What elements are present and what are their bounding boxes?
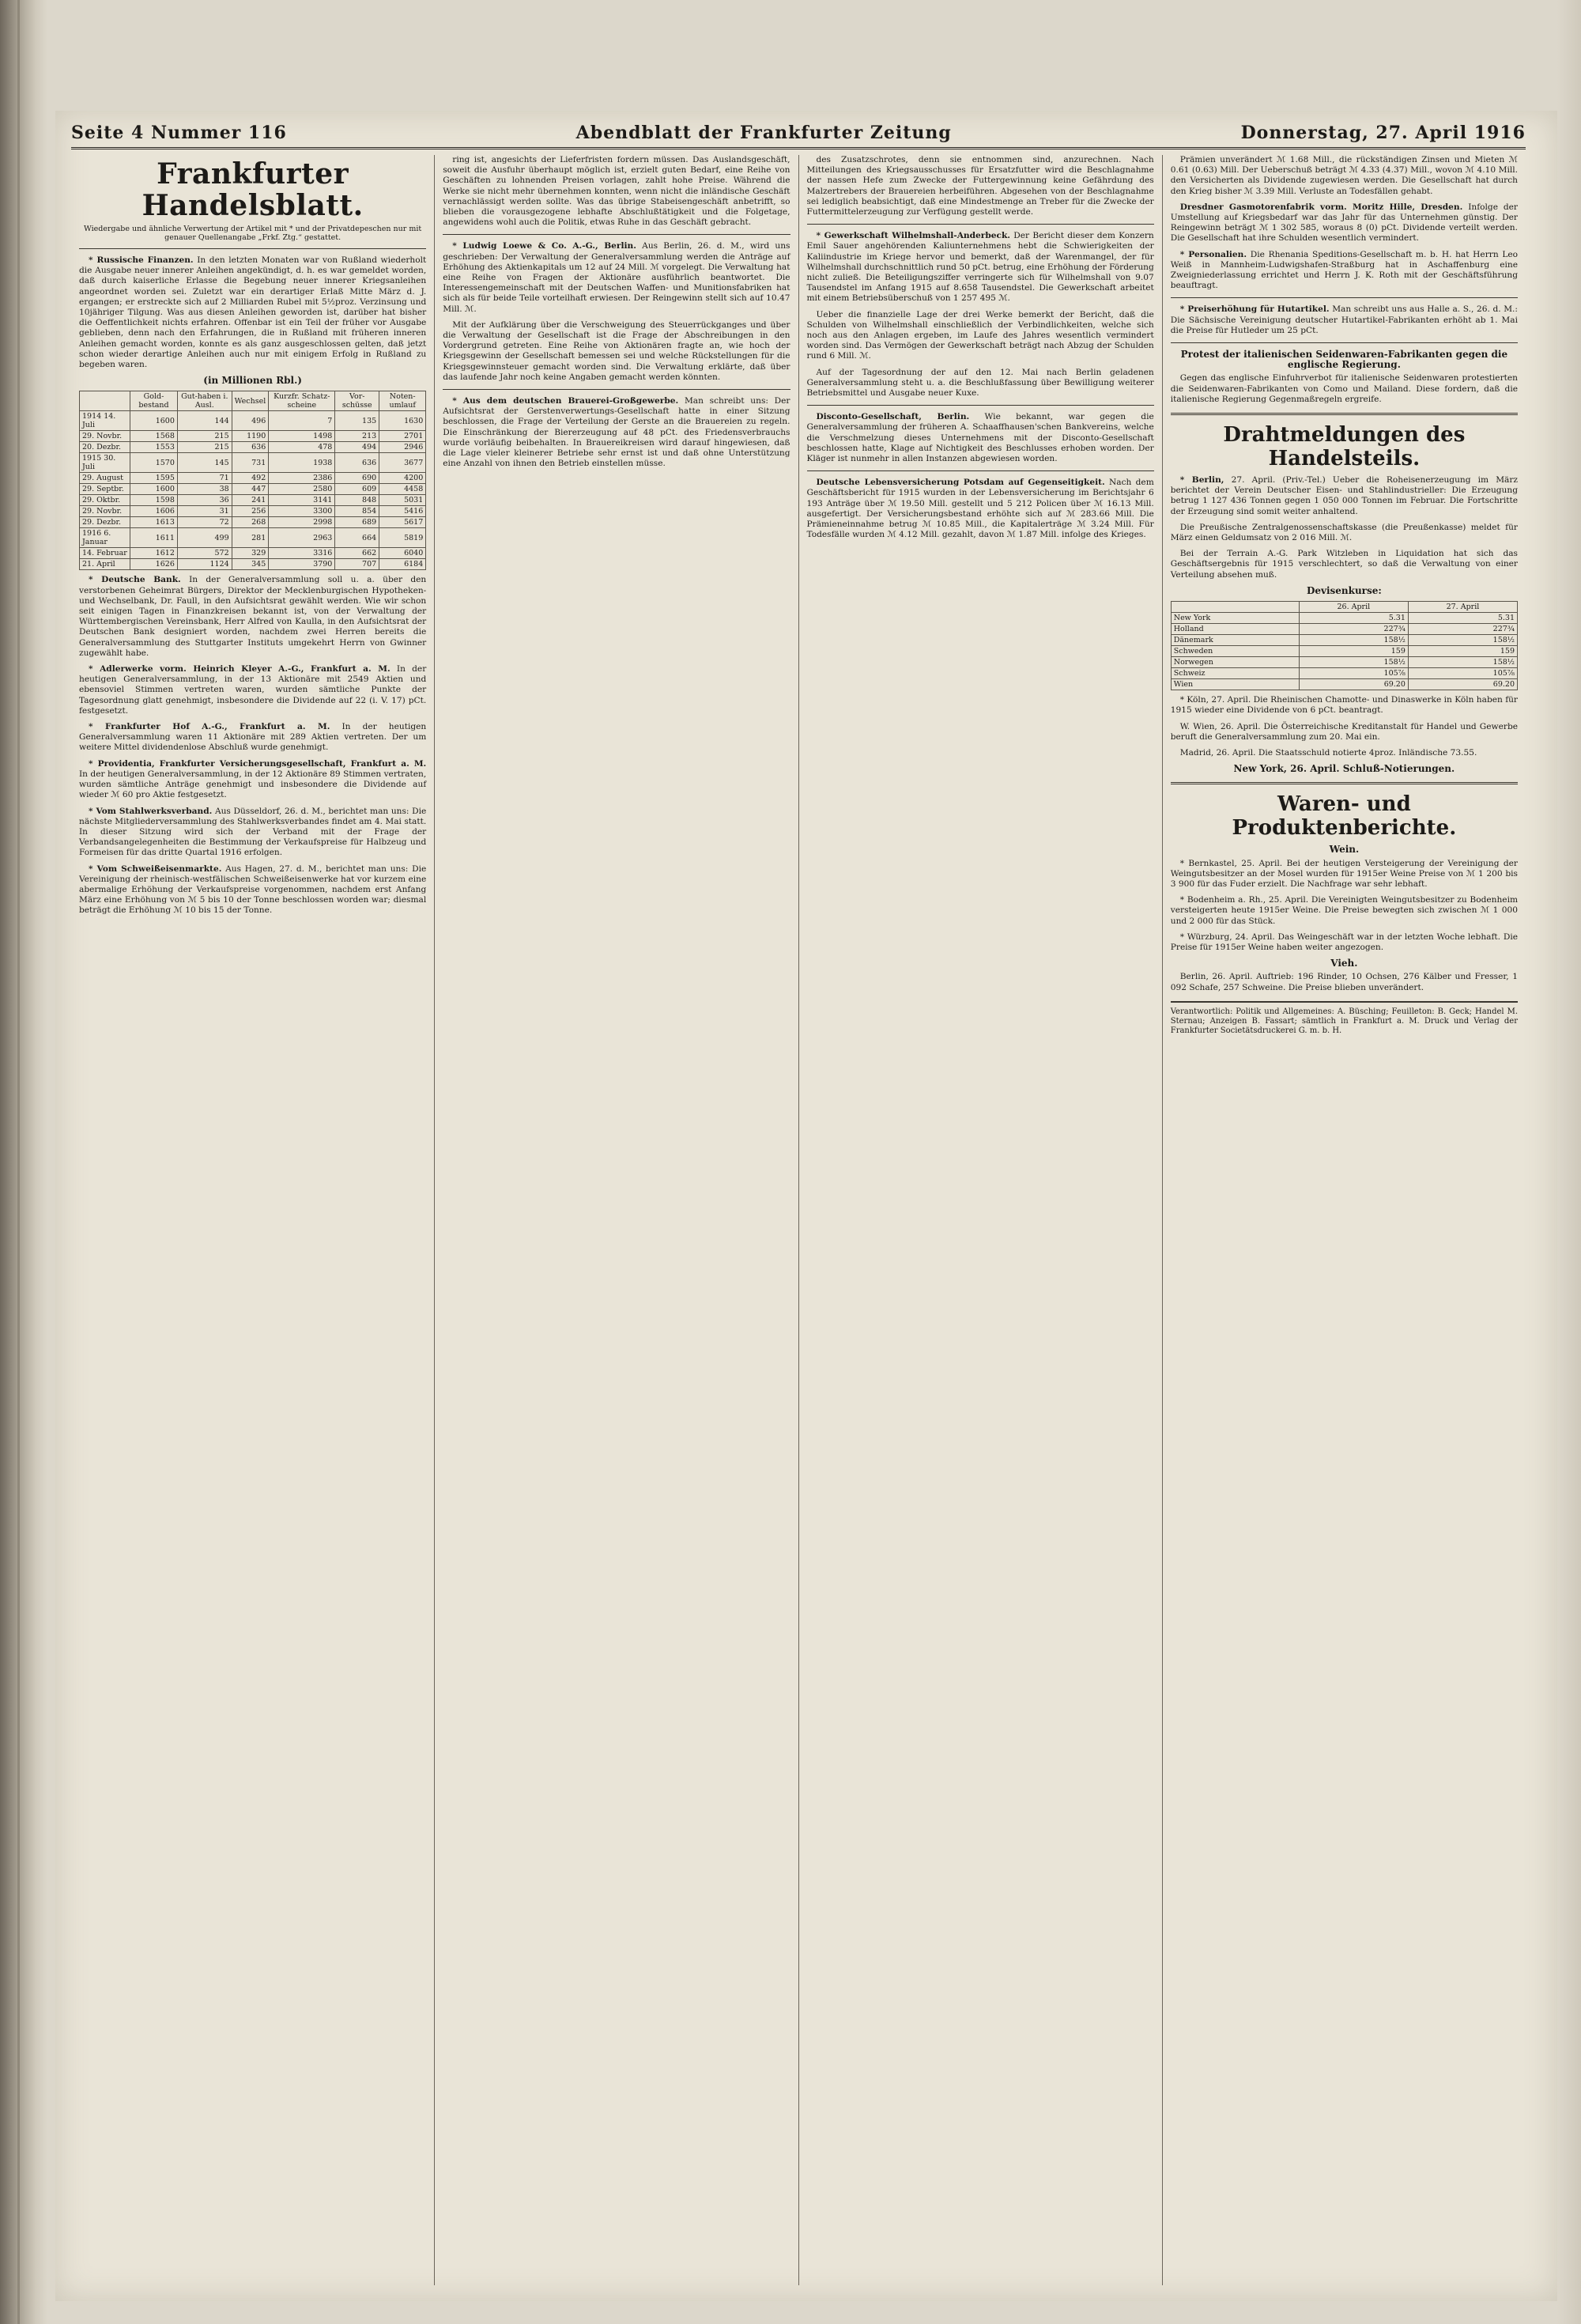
table-cell: 5617 bbox=[379, 517, 426, 528]
article-lead: * Aus dem deutschen Brauerei-Großgewerbe. bbox=[452, 396, 679, 406]
spine-line bbox=[17, 0, 20, 2324]
table-header-cell: Gold-bestand bbox=[130, 391, 178, 411]
wine-bernkastel: * Bernkastel, 25. April. Bei der heutigen Versteigerung der Vereinigung der Weingutsbesitzer an der Mosel wurden für 1915er Weine Preise von ℳ 1 200 bis 3 900 für das Fuder erzielt. Die Nachfrage war sehr lebhaft. bbox=[1170, 858, 1518, 889]
table-cell: 69.20 bbox=[1299, 679, 1408, 690]
table-cell: 256 bbox=[232, 506, 269, 517]
table-cell: 31 bbox=[177, 506, 232, 517]
wire-berlin bbox=[1171, 475, 1518, 517]
table-cell: 499 bbox=[177, 528, 232, 548]
table-row bbox=[1171, 613, 1517, 624]
table-header-cell bbox=[1171, 602, 1299, 613]
article-adlerwerke bbox=[79, 664, 426, 716]
divider bbox=[807, 405, 1154, 406]
article-text: Wie bekannt, war gegen die Generalversammlung der früheren A. Schaaffhausen'schen Bankvereins, welche die Verschmelzung dieses Unternehmens mit der Disconto-Gesellschaft beschlossen hatte, Klage auf Nichtigkeit des Beschlusses erhoben worden. Der Kläger ist nunmehr in allen Instanzen abgewiesen worden. bbox=[806, 412, 1154, 464]
article-lead: Deutsche Lebensversicherung Potsdam auf Gegenseitigkeit. bbox=[816, 478, 1105, 488]
table-header-cell: Kurzfr. Schatz-scheine bbox=[269, 391, 335, 411]
table-cell: 1598 bbox=[130, 495, 178, 506]
newyork-caption: New York, 26. April. Schluß-Notierungen. bbox=[1233, 763, 1455, 775]
article-lead: Disconto-Gesellschaft, Berlin. bbox=[816, 412, 970, 422]
table-cell: 854 bbox=[335, 506, 379, 517]
divider bbox=[79, 248, 426, 249]
handelsblatt-subtitle: Wiedergabe und ähnliche Verwertung der Artikel mit * und der Privatdepeschen nur mit genauer Quellenangabe „Frkf. Ztg.“ gestattet. bbox=[84, 225, 422, 242]
table-cell: 6040 bbox=[379, 548, 426, 559]
table-cell: 71 bbox=[177, 473, 232, 484]
article-text: Der Bericht dieser dem Konzern Emil Sauer angehörenden Kaliunternehmens hebt die Schwierigkeiten der Kaliindustrie im Kriege hervor und bemerkt, daß der Warenmangel, der für Wilhelmshall durchschnittlich rund 50 pCt. betrug, eine Erhöhung der Förderung nicht zuließ. Die Beteiligungsziffer verringerte sich für Wilhelmshall von 9.07 Tausendstel im Anfang 1915 auf 8.658 Tausendstel. Die Gewerkschaft arbeitet mit einem Betriebsüberschuß von 1 257 495 ℳ. bbox=[806, 231, 1154, 304]
table-cell: 1568 bbox=[130, 431, 178, 442]
article-text: In der heutigen Generalversammlung, in der 12 Aktionäre 89 Stimmen vertraten, wurden sämtliche Anträge genehmigt und insbesondere die Dividende auf wieder ℳ 60 pro Aktie festgesetzt. bbox=[79, 769, 427, 800]
wire-koeln: * Köln, 27. April. Die Rheinischen Chamotte- und Dinaswerke in Köln haben für 1915 wieder eine Dividende von 6 pCt. beantragt. bbox=[1170, 695, 1518, 716]
article-agenda: Auf der Tagesordnung der auf den 12. Mai nach Berlin geladenen Generalversammlung steht u. a. die Beschlußfassung über Bewilligung weiterer Betriebsmittel und Ausgabe neuer Kuxe. bbox=[806, 367, 1154, 399]
article-text: In der Generalversammlung soll u. a. über den verstorbenen Geheimrat Bürgers, Direktor der Mecklenburgischen Hypotheken- und Wechselbank, Dr. Faull, in den Aufsichtsrat gewählt werden. Wie wir schon seit einigen Tagen in Finanzkreisen bekannt ist, von der Verwaltung der Württembergischen Vereinsbank, Herr Alfred von Kaulla, in den Aufsichtsrat der Deutschen Bank designiert worden, nachdem zwei Herren bereits die Generalversammlung des Stuttgarter Instituts umgekehrt Herrn von Gwinner zugewählt habe. bbox=[79, 575, 427, 658]
table-cell: 1600 bbox=[130, 411, 178, 431]
wire-witzleben: Bei der Terrain A.-G. Park Witzleben in Liquidation hat sich das Geschäftsergebnis für 1915 verschlechtert, so daß die Verwaltung von einer Verteilung absehen muß. bbox=[1170, 549, 1518, 580]
article-text-2: Mit der Aufklärung über die Verschweigung des Steuerrückganges und über die Verwaltung der Gesellschaft ist die Frage der Abschreibungen in den Vordergrund getreten. Eine Reihe von Aktionären fragte an, wie hoch der Kriegsgewinn der Gesellschaft bemessen sei und welche Rückstellungen für die Kriegsgewinnsteuer gemacht worden sind. Die Verwaltung erklärte, daß über das laufende Jahr noch keine Angaben gemacht werden könnten. bbox=[443, 319, 790, 382]
table-cell: 145 bbox=[177, 453, 232, 473]
article-lead: Dresdner Gasmotorenfabrik vorm. Moritz Hille, Dresden. bbox=[1179, 202, 1463, 212]
table-row bbox=[1171, 657, 1517, 668]
article-disconto bbox=[807, 412, 1154, 464]
article-text: Aus Düsseldorf, 26. d. M., berichtet man uns: Die nächste Mitgliederversammlung des Stahlwerksverbandes findet am 4. Mai statt. In dieser Sitzung wird sich der Verband mit der Frage der Verbandsangelegenheiten die Bestimmung der Verkaufspreise für Halbzeug und Formeisen für das dritte Quartal 1916 erfolgen. bbox=[79, 806, 427, 858]
table-header-cell: Noten-umlauf bbox=[379, 391, 426, 411]
table-row bbox=[80, 411, 426, 431]
article-text: Die Rhenania Speditions-Gesellschaft m. b. H. hat Herrn Leo Weiß in Mannheim-Ludwigshafen-Straßburg hat in Aschaffenburg eine Zweigniederlassung errichtet und Herrn J. K. Roth mit der Geschäftsführung beauftragt. bbox=[1170, 249, 1518, 291]
table-cell: 1595 bbox=[130, 473, 178, 484]
table-cell: 1938 bbox=[269, 453, 335, 473]
table-cell: 1606 bbox=[130, 506, 178, 517]
article-schweisseisen bbox=[79, 864, 426, 916]
table-cell: 158½ bbox=[1408, 635, 1517, 646]
table-cell: 636 bbox=[232, 442, 269, 453]
article-text: Man schreibt uns: Der Aufsichtsrat der Gerstenverwertungs-Gesellschaft hatte in einer Sitzung beschlossen, die Frage der Verteilung der Gerste an die Brauereien zu regeln. Die Einschränkung der Biererzeugung auf 48 pCt. des Friedensverbrauchs wurde vorläufig beibehalten. In Brauereikreisen wird darauf hingewiesen, daß die Lage vieler kleinerer Betriebe sehr ernst ist und daß ohne Unterstützung eine Anzahl von ihnen den Betrieb einstellen müsse. bbox=[443, 396, 790, 469]
table-cell: 3300 bbox=[269, 506, 335, 517]
table-cell: 731 bbox=[232, 453, 269, 473]
table-cell: 1915 30. Juli bbox=[80, 453, 130, 473]
table-row bbox=[80, 517, 426, 528]
table-cell: 135 bbox=[335, 411, 379, 431]
article-wilhelmshall bbox=[807, 231, 1154, 304]
table-cell: 281 bbox=[232, 528, 269, 548]
table-cell: 5416 bbox=[379, 506, 426, 517]
table-cell: 636 bbox=[335, 453, 379, 473]
column-4 bbox=[1163, 155, 1526, 2285]
wein-heading: Wein. bbox=[1329, 844, 1360, 856]
article-lebensversicherung bbox=[807, 478, 1154, 540]
wire-madrid: Madrid, 26. April. Die Staatsschuld notierte 4proz. Inländische 73.55. bbox=[1179, 747, 1477, 758]
table-cell: Wien bbox=[1171, 679, 1299, 690]
article-text: Aus Hagen, 27. d. M., berichtet man uns: Die Vereinigung der rheinisch-westfälischen Schweißeisenwerke hat vor kurzem eine abermalige Erhöhung der Verkaufspreise vorgenommen, nachdem erst Anfang März eine Erhöhung von ℳ 5 bis 10 der Tonne beschlossen worden war; diesmal beträgt die Erhöhung ℳ 10 bis 15 der Tonne. bbox=[79, 863, 427, 916]
divider bbox=[807, 224, 1154, 225]
article-continuation: des Zusatzschrotes, denn sie entnommen sind, anzurechnen. Nach Mitteilungen des Kriegsausschusses für Ersatzfutter wird die Beschlagnahme der nassen Hefe zum Zwecke der Futtergewinnung keine Gefährdung des Malzertrebers der Brauereien herbeiführen. Abgesehen von der Beschlagnahme sei lediglich beabsichtigt, daß eine Mindestmenge an Treber für die Zwecke der Futtermittelerzeugung zur Verfügung gestellt werde. bbox=[806, 155, 1154, 217]
table-cell: 159 bbox=[1408, 646, 1517, 657]
table-cell: Holland bbox=[1171, 624, 1299, 635]
table-row bbox=[80, 506, 426, 517]
table-cell: 268 bbox=[232, 517, 269, 528]
table-cell: Schweiz bbox=[1171, 668, 1299, 679]
article-lead: * Frankfurter Hof A.-G., Frankfurt a. M. bbox=[89, 722, 330, 732]
table-row bbox=[80, 473, 426, 484]
table-cell: 1600 bbox=[130, 484, 178, 495]
table-cell: Dänemark bbox=[1171, 635, 1299, 646]
table-cell: 159 bbox=[1299, 646, 1408, 657]
table-cell: 5.31 bbox=[1299, 613, 1408, 624]
table-cell: 213 bbox=[335, 431, 379, 442]
article-text: In der heutigen Generalversammlung waren 11 Aktionäre mit 289 Aktien vertreten. Der um weitere Mittel dividendenlose Abschluß wurde genehmigt. bbox=[79, 722, 427, 753]
table-cell: 29. Septbr. bbox=[80, 484, 130, 495]
table-cell: 664 bbox=[335, 528, 379, 548]
article-text: In der heutigen Generalversammlung, in der 13 Aktionäre mit 2549 Aktien und ebensoviel Stimmen vertreten waren, wurden sämtliche Punkte der Tagesordnung glatt genehmigt, insbesondere die Dividende auf 22 (i. V. 17) pCt. festgesetzt. bbox=[79, 664, 427, 716]
article-lead: * Russische Finanzen. bbox=[89, 255, 194, 265]
table-cell: Schweden bbox=[1171, 646, 1299, 657]
cattle-berlin: Berlin, 26. April. Auftrieb: 196 Rinder, 10 Ochsen, 276 Kälber und Fresser, 1 092 Schafe, 257 Schweine. Die Preise blieben unverändert. bbox=[1170, 972, 1518, 992]
article-text: Nach dem Geschäftsbericht für 1915 wurden in der Lebensversicherung im Berichtsjahr 6 193 Anträge über ℳ 19.50 Mill. gestellt und 5 212 Policen über ℳ 16.13 Mill. ausgefertigt. Der Versicherungsbestand erhöhte sich auf ℳ 283.66 Mill. Die Prämieneinnahme betrug ℳ 10.85 Mill., die Kapitalerträge ℳ 3.24 Mill. Für Todesfälle wurden ℳ 4.12 Mill. gezahlt, davon ℳ 1.87 Mill. infolge des Krieges. bbox=[806, 478, 1154, 540]
article-lead: * Gewerkschaft Wilhelmshall-Anderbeck. bbox=[816, 231, 1010, 241]
article-text: Man schreibt uns aus Halle a. S., 26. d. M.: Die Sächsische Vereinigung deutscher Hutartikel-Fabrikanten erhöht ab 1. Mai die Preise für Hutleder um 25 pCt. bbox=[1170, 304, 1518, 335]
imprint-footer: Verantwortlich: Politik und Allgemeines: A. Büsching; Feuilleton: B. Geck; Handel M. Sternau; Anzeigen B. Fassart; sämtlich in Frankfurt a. M. Druck und Verlag der Frankfurter Societätsdruckerei G. m. b. H. bbox=[1171, 1001, 1518, 1036]
table-cell: 69.20 bbox=[1408, 679, 1517, 690]
table-cell: 72 bbox=[177, 517, 232, 528]
article-stahlwerksverband bbox=[79, 807, 426, 859]
table-cell: 2701 bbox=[379, 431, 426, 442]
table-cell: 20. Dezbr. bbox=[80, 442, 130, 453]
table-cell: 2580 bbox=[269, 484, 335, 495]
table-cell: 1612 bbox=[130, 548, 178, 559]
table-cell: 1916 6. Januar bbox=[80, 528, 130, 548]
article-dresdner-gasmotoren bbox=[1171, 202, 1518, 244]
divider bbox=[443, 234, 790, 235]
article-lead: * Ludwig Loewe & Co. A.-G., Berlin. bbox=[452, 241, 636, 251]
table-cell: 215 bbox=[177, 431, 232, 442]
article-text: In den letzten Monaten war von Rußland wiederholt die Ausgabe neuer innerer Anleihen angekündigt, d. h. es war gemeldet worden, daß durch kaiserliche Erlasse die Begebung neuer innerer Kriegsanleihen angeordnet worden sei. Zuletzt war ein derartiger Erlaß Mitte März d. J. ergangen; er erstreckte sich auf 2 Milliarden Rubel mit 5½proz. Verzinsung und 10jähriger Tilgung. Was aus diesen Anleihen geworden ist, darüber hat bisher die Oeffentlichkeit nichts erfahren. Offenbar ist ein Teil der früher vor Ausgabe geblieben, denn nach den Erfahrungen, die in Rußland mit früheren inneren Anleihen gemacht worden, konnte es als ganz ausgeschlossen gelten, daß jetzt schon wieder derartige Anleihen auch nur mit einigem Erfolg in Rußland zu begeben waren. bbox=[79, 255, 427, 370]
devisen-table bbox=[1171, 601, 1518, 690]
article-continuation: ring ist, angesichts der Lieferfristen fordern müssen. Das Auslandsgeschäft, soweit die Ausfuhr überhaupt möglich ist, erzielt guten Bedarf, eine Reihe von Geschäften zu lohnenden Preisen vorlagen, zahlt hohe Preise. Während die Werke sie nicht mehr übernehmen konnten, wenn nicht die inländische Geschäft vernachlässigt werden sollte. Was das übrige Stabeisengeschäft anbetrifft, so blieben die vorausgezogene lebhafte Abschlußtätigkeit und die Folgetage, angewidens wohl auch die Politik, etwas Ruhe in das Geschäft gebracht. bbox=[443, 155, 790, 228]
newspaper-page bbox=[55, 111, 1557, 2301]
article-lead: * Preiserhöhung für Hutartikel. bbox=[1179, 304, 1330, 315]
article-hutartikel bbox=[1171, 304, 1518, 336]
table-cell: 5.31 bbox=[1408, 613, 1517, 624]
table-row bbox=[1171, 624, 1517, 635]
issue-date: Donnerstag, 27. April 1916 bbox=[1240, 123, 1526, 143]
table-row bbox=[80, 495, 426, 506]
table-cell: 3790 bbox=[269, 559, 335, 570]
table-cell: 5031 bbox=[379, 495, 426, 506]
table-row bbox=[80, 484, 426, 495]
book-binding bbox=[0, 0, 47, 2324]
article-text: Infolge der Umstellung auf Kriegsbedarf war das Jahr für das Unternehmen günstig. Der Reingewinn beträgt ℳ 1 302 585, woraus 8 (0) pCt. Dividende verteilt werden. Die Gesellschaft hat ihre Schulden wesentlich vermindert. bbox=[1170, 202, 1518, 244]
article-continuation: Prämien unverändert ℳ 1.68 Mill., die rückständigen Zinsen und Mieten ℳ 0.61 (0.63) Mill. Der Ueberschuß beträgt ℳ 4.33 (4.37) Mill., wovon ℳ 4.10 Mill. den Versicherten als Dividende zugewiesen werden. Die Gesellschaft hat durch den Krieg bisher ℳ 3.39 Mill. Verluste an Todesfällen gehabt. bbox=[1170, 155, 1518, 196]
article-lead: * Adlerwerke vorm. Heinrich Kleyer A.-G., Frankfurt a. M. bbox=[89, 664, 391, 675]
table-cell: 478 bbox=[269, 442, 335, 453]
table-cell: 689 bbox=[335, 517, 379, 528]
table-cell: 2386 bbox=[269, 473, 335, 484]
article-frankfurter-hof bbox=[79, 722, 426, 754]
table-header-cell: Vor-schüsse bbox=[335, 391, 379, 411]
article-finance-status: Ueber die finanzielle Lage der drei Werke bemerkt der Bericht, daß die Schulden von Wilhelmshall einschließlich der Verbindlichkeiten, welche sich noch aus den Anlagen ergeben, im Laufe des Jahres wesentlich vermindert worden sind. Das Vermögen der Gewerkschaft beträgt nach Abzug der Schulden rund 6 Mill. ℳ. bbox=[806, 309, 1154, 361]
table-row bbox=[1171, 635, 1517, 646]
article-text: Aus Berlin, 26. d. M., wird uns geschrieben: Der Verwaltung der Generalversammlung werden die Anträge auf Erhöhung des Aktienkapitals um 12 auf 24 Mill. ℳ vorgelegt. Die Verwaltung hat eine Reihe von Fragen der Aktionäre ausführlich beantwortet. Die Interessengemeinschaft mit der Deutschen Waffen- und Munitionsfabriken hat sich als für beide Teile vorteilhaft erwiesen. Der Reingewinn stellt sich auf 10.47 Mill. ℳ. bbox=[443, 241, 790, 314]
article-lead: * Personalien. bbox=[1179, 249, 1247, 259]
table-row bbox=[80, 559, 426, 570]
article-loewe bbox=[443, 241, 790, 314]
table-cell: 29. Novbr. bbox=[80, 506, 130, 517]
russian-bank-table bbox=[79, 391, 426, 570]
table-cell: 227¾ bbox=[1408, 624, 1517, 635]
table-cell: 572 bbox=[177, 548, 232, 559]
column-3 bbox=[799, 155, 1163, 2285]
double-divider bbox=[1171, 782, 1518, 784]
protest-heading: Protest der italienischen Seidenwaren-Fabrikanten gegen die englische Regierung. bbox=[1180, 349, 1508, 371]
wine-bodenheim: * Bodenheim a. Rh., 25. April. Die Vereinigten Weingutsbesitzer zu Bodenheim versteigerten heute 1915er Weine. Die Preise bewegten sich zwischen ℳ 1 000 und 2 000 für das Stück. bbox=[1170, 895, 1518, 926]
table-cell: 2946 bbox=[379, 442, 426, 453]
table-cell: 707 bbox=[335, 559, 379, 570]
divider bbox=[1171, 342, 1518, 343]
table-cell: 848 bbox=[335, 495, 379, 506]
article-personalien bbox=[1171, 250, 1518, 292]
drahtmeldungen-heading: Drahtmeldungen des Handelsteils. bbox=[1223, 423, 1466, 471]
page-number: Seite 4 Nummer 116 bbox=[71, 123, 287, 143]
table-header-cell: 27. April bbox=[1408, 602, 1517, 613]
table-cell: 1630 bbox=[379, 411, 426, 431]
table-cell: 6184 bbox=[379, 559, 426, 570]
table-cell: 144 bbox=[177, 411, 232, 431]
divider bbox=[1171, 297, 1518, 298]
article-lead: * Deutsche Bank. bbox=[89, 575, 181, 585]
article-providentia bbox=[79, 759, 426, 801]
table-row bbox=[80, 528, 426, 548]
table-cell: 105⅞ bbox=[1299, 668, 1408, 679]
table-cell: 1498 bbox=[269, 431, 335, 442]
table-header-cell: Wechsel bbox=[232, 391, 269, 411]
table-header-cell: Gut-haben i. Ausl. bbox=[177, 391, 232, 411]
table-cell: 690 bbox=[335, 473, 379, 484]
table-row bbox=[80, 453, 426, 473]
article-lead: * Vom Stahlwerksverband. bbox=[89, 806, 213, 816]
waren-heading: Waren- und Produktenberichte. bbox=[1232, 792, 1457, 841]
column-2 bbox=[435, 155, 798, 2285]
table-cell: New York bbox=[1171, 613, 1299, 624]
table-cell: 29. Dezbr. bbox=[80, 517, 130, 528]
table-cell: 215 bbox=[177, 442, 232, 453]
table-cell: 1914 14. Juli bbox=[80, 411, 130, 431]
columns bbox=[71, 155, 1526, 2285]
table-cell: 1626 bbox=[130, 559, 178, 570]
table-cell: 29. August bbox=[80, 473, 130, 484]
vieh-heading: Vieh. bbox=[1330, 958, 1358, 969]
table-row bbox=[80, 442, 426, 453]
table-cell: 4200 bbox=[379, 473, 426, 484]
table-header-cell bbox=[80, 391, 130, 411]
table-cell: 492 bbox=[232, 473, 269, 484]
table-cell: Norwegen bbox=[1171, 657, 1299, 668]
masthead bbox=[71, 119, 1526, 149]
table-row bbox=[1171, 646, 1517, 657]
handelsblatt-title: Frankfurter Handelsblatt. bbox=[141, 157, 364, 222]
table-cell: 609 bbox=[335, 484, 379, 495]
article-lead: * Providentia, Frankfurter Versicherungsgesellschaft, Frankfurt a. M. bbox=[89, 758, 427, 769]
article-protest: Gegen das englische Einfuhrverbot für italienische Seidenwaren protestierten die Seidenwaren-Fabrikanten von Como und Mailand. Diese fordern, daß die italienische Regierung Gegenmaßregeln ergreife. bbox=[1170, 373, 1518, 404]
table-cell: 14. Februar bbox=[80, 548, 130, 559]
table-cell: 1611 bbox=[130, 528, 178, 548]
table-cell: 2998 bbox=[269, 517, 335, 528]
divider bbox=[443, 389, 790, 390]
table-cell: 5819 bbox=[379, 528, 426, 548]
devisen-caption: Devisenkurse: bbox=[1306, 584, 1382, 596]
newspaper-title: Abendblatt der Frankfurter Zeitung bbox=[575, 123, 952, 143]
table-cell: 1190 bbox=[232, 431, 269, 442]
table-cell: 227¾ bbox=[1299, 624, 1408, 635]
table-cell: 7 bbox=[269, 411, 335, 431]
wire-wien: W. Wien, 26. April. Die Österreichische Kreditanstalt für Handel und Gewerbe beruft die Generalversammlung zum 20. Mai ein. bbox=[1170, 721, 1518, 742]
table-cell: 158½ bbox=[1299, 635, 1408, 646]
wine-wuerzburg: * Würzburg, 24. April. Das Weingeschäft war in der letzten Woche lebhaft. Die Preise für 1915er Weine haben weiter angezogen. bbox=[1170, 931, 1518, 952]
article-lead: * Vom Schweißeisenmarkte. bbox=[89, 863, 222, 874]
table-cell: 345 bbox=[232, 559, 269, 570]
table-cell: 3677 bbox=[379, 453, 426, 473]
table-row bbox=[80, 431, 426, 442]
table-cell: 29. Novbr. bbox=[80, 431, 130, 442]
table-cell: 38 bbox=[177, 484, 232, 495]
table-cell: 1613 bbox=[130, 517, 178, 528]
divider bbox=[807, 470, 1154, 471]
table-cell: 241 bbox=[232, 495, 269, 506]
table-row bbox=[1171, 679, 1517, 690]
article-brauerei bbox=[443, 396, 790, 469]
table-cell: 1553 bbox=[130, 442, 178, 453]
table-header-cell: 26. April bbox=[1299, 602, 1408, 613]
table-cell: 105⅞ bbox=[1408, 668, 1517, 679]
table-row bbox=[80, 548, 426, 559]
article-deutsche-bank bbox=[79, 575, 426, 659]
table-cell: 1570 bbox=[130, 453, 178, 473]
table-cell: 2963 bbox=[269, 528, 335, 548]
table-caption: (in Millionen Rbl.) bbox=[203, 375, 302, 387]
column-1 bbox=[71, 155, 435, 2285]
table-cell: 662 bbox=[335, 548, 379, 559]
table-cell: 36 bbox=[177, 495, 232, 506]
table-cell: 1124 bbox=[177, 559, 232, 570]
wire-preussenkasse: Die Preußische Zentralgenossenschaftskasse (die Preußenkasse) meldet für März einen Geldumsatz von 2 016 Mill. ℳ. bbox=[1170, 522, 1518, 543]
article-lead: * Berlin, bbox=[1179, 475, 1224, 486]
table-cell: 496 bbox=[232, 411, 269, 431]
page-edge bbox=[1557, 0, 1581, 2324]
table-cell: 3141 bbox=[269, 495, 335, 506]
table-cell: 447 bbox=[232, 484, 269, 495]
table-cell: 158½ bbox=[1408, 657, 1517, 668]
table-cell: 329 bbox=[232, 548, 269, 559]
table-cell: 494 bbox=[335, 442, 379, 453]
table-row bbox=[1171, 668, 1517, 679]
table-cell: 4458 bbox=[379, 484, 426, 495]
double-divider bbox=[1171, 413, 1518, 415]
table-cell: 29. Oktbr. bbox=[80, 495, 130, 506]
table-cell: 158½ bbox=[1299, 657, 1408, 668]
table-cell: 21. April bbox=[80, 559, 130, 570]
article-russian-finance bbox=[79, 255, 426, 370]
table-cell: 3316 bbox=[269, 548, 335, 559]
article-text: 27. April. (Priv.-Tel.) Ueber die Roheisenerzeugung im März berichtet der Verein Deutscher Eisen- und Stahlindustrieller: Die Erzeugung betrug 1 127 436 Tonnen gegen 1 050 000 Tonnen im Februar. Die Fortschritte der Erzeugung sind somit weiter anhaltend. bbox=[1170, 475, 1518, 516]
